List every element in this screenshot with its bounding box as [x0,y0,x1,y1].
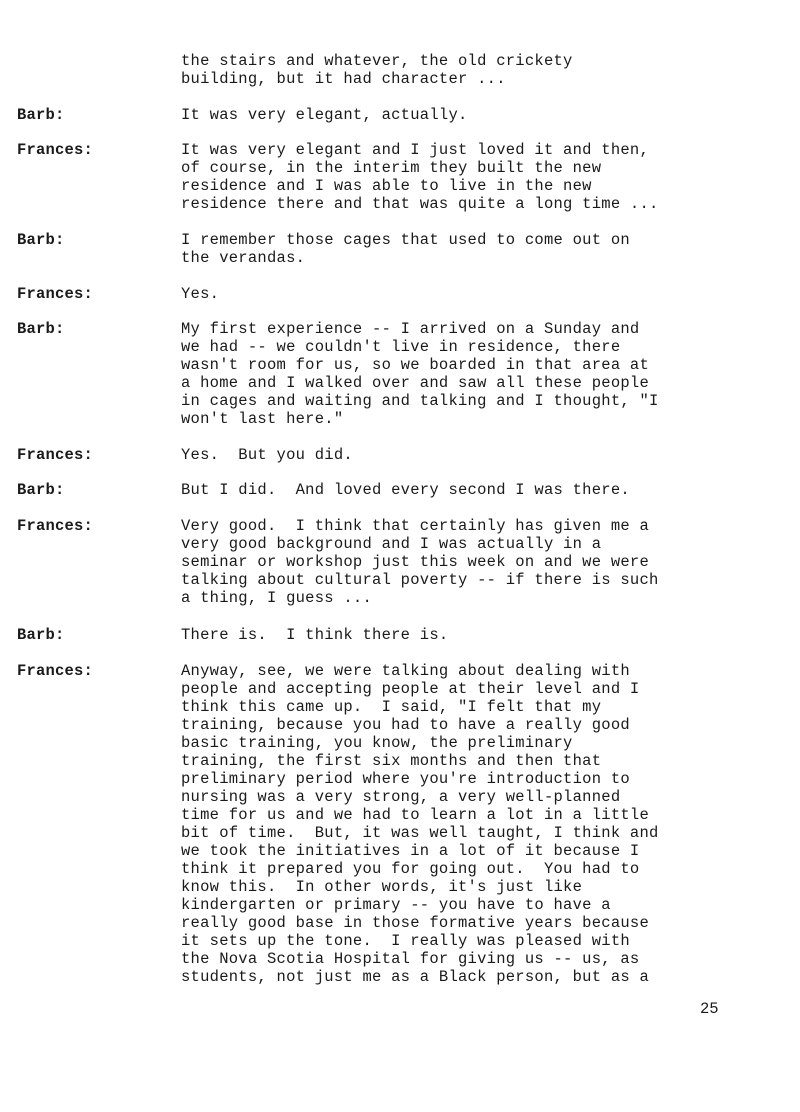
utterance-text [181,320,741,428]
utterance-text [181,231,741,267]
text-line: training, the first six months and then that [181,752,602,770]
text-line: residence and I was able to live in the new [181,177,592,195]
text-line: people and accepting people at their level and I [181,680,640,698]
text-line: But I did. And loved every second I was there. [181,481,630,499]
text-line: Yes. But you did. [181,446,353,464]
speaker-label: Barb: [17,481,65,499]
text-line: time for us and we had to learn a lot in a little [181,806,650,824]
text-line: It was very elegant and I just loved it and then, [181,141,650,159]
speaker-label: Barb: [17,106,65,124]
speaker-label: Barb: [17,626,65,644]
text-line: a thing, I guess ... [181,589,373,607]
text-line: Very good. I think that certainly has given me a [181,517,650,535]
utterance-text [181,481,741,499]
text-line: My first experience -- I arrived on a Sunday and [181,320,640,338]
utterance-text [181,106,741,124]
text-line: I remember those cages that used to come out on [181,231,630,249]
text-line: in cages and waiting and talking and I thought, "I [181,392,659,410]
text-line: the stairs and whatever, the old crickety [181,52,573,70]
speaker-label: Barb: [17,320,65,338]
text-line: really good base in those formative years because [181,914,650,932]
text-line: the verandas. [181,249,306,267]
text-line: we had -- we couldn't live in residence, there [181,338,621,356]
text-line: There is. I think there is. [181,626,449,644]
text-line: basic training, you know, the preliminary [181,734,573,752]
speaker-label: Barb: [17,231,65,249]
text-line: of course, in the interim they built the new [181,159,602,177]
text-line: Yes. [181,285,220,303]
text-line: very good background and I was actually in a [181,535,602,553]
text-line: talking about cultural poverty -- if there is such [181,571,659,589]
text-line: wasn't room for us, so we boarded in that area at [181,356,650,374]
speaker-label: Frances: [17,141,94,159]
utterance-text [181,626,741,644]
speaker-label: Frances: [17,446,94,464]
text-line: a home and I walked over and saw all these people [181,374,650,392]
speaker-label: Frances: [17,662,94,680]
text-line: building, but it had character ... [181,70,506,88]
text-line: bit of time. But, it was well taught, I think and [181,824,659,842]
text-line: students, not just me as a Black person, but as a [181,968,650,986]
utterance-text [181,141,741,213]
text-line: training, because you had to have a really good [181,716,630,734]
text-line: preliminary period where you're introduction to [181,770,630,788]
text-line: know this. In other words, it's just like [181,878,583,896]
text-line: seminar or workshop just this week on and we were [181,553,650,571]
utterance-text [181,52,741,88]
text-line: won't last here." [181,410,344,428]
utterance-text [181,446,741,464]
text-line: residence there and that was quite a long time ... [181,195,659,213]
text-line: kindergarten or primary -- you have to have a [181,896,611,914]
utterance-text [181,285,741,303]
text-line: nursing was a very strong, a very well-planned [181,788,621,806]
text-line: Anyway, see, we were talking about dealing with [181,662,630,680]
text-line: think it prepared you for going out. You had to [181,860,640,878]
text-line: it sets up the tone. I really was pleased with [181,932,630,950]
page-number: 25 [700,1000,719,1018]
speaker-label: Frances: [17,517,94,535]
text-line: we took the initiatives in a lot of it because I [181,842,640,860]
utterance-text [181,662,741,986]
text-line: think this came up. I said, "I felt that my [181,698,602,716]
text-line: It was very elegant, actually. [181,106,468,124]
utterance-text [181,517,741,607]
speaker-label: Frances: [17,285,94,303]
text-line: the Nova Scotia Hospital for giving us -- us, as [181,950,640,968]
